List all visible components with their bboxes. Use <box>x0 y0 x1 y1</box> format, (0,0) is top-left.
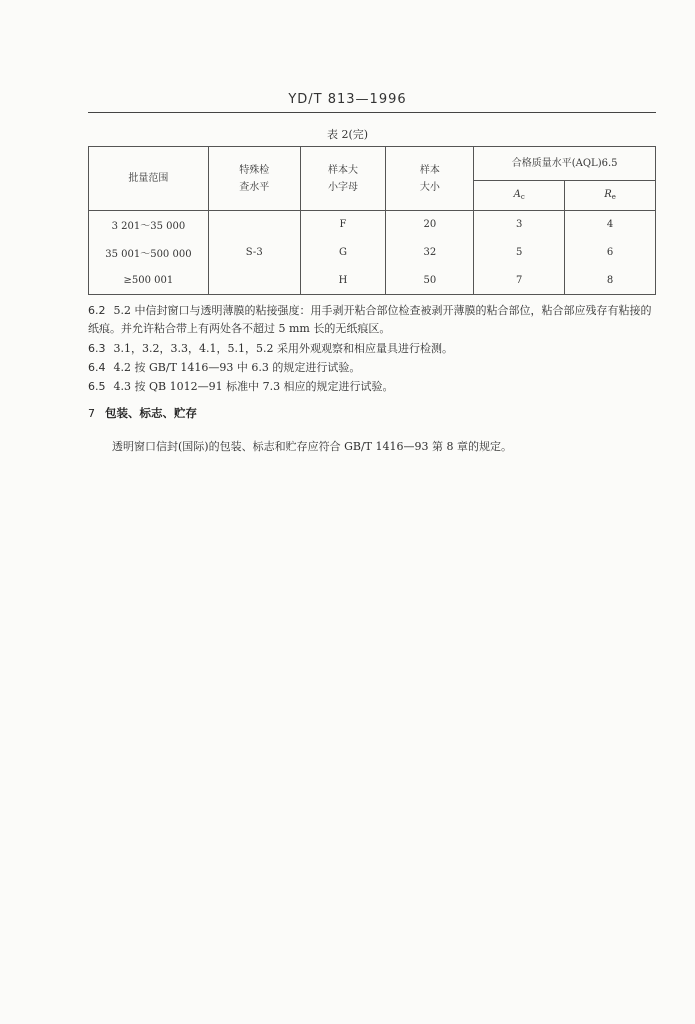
table-caption: 表 2(完) <box>326 128 369 141</box>
cell-size: 32 <box>386 239 474 267</box>
header-batch-range: 批量范围 <box>89 147 209 211</box>
clause-text: 5.2 中信封窗口与透明薄膜的粘接强度：用手剥开粘合部位检查被剥开薄膜的粘合部位，粘合部应残存有粘接的纸痕。并允许粘合带上有两处各不超过 5 mm 长的无纸痕区。 <box>88 304 652 335</box>
cell-ac: 7 <box>474 267 565 295</box>
cell-letter: G <box>300 239 386 267</box>
header-inspection-level <box>208 147 300 211</box>
table-row <box>89 267 656 295</box>
clause-text: 4.2 按 GB/T 1416—93 中 6.3 的规定进行试验。 <box>113 361 361 374</box>
header-ac-base: A <box>513 188 521 200</box>
header-re-sub: e <box>611 192 616 201</box>
section-title-text: 包装、标志、贮存 <box>105 406 197 420</box>
header-sample-size-line1: 样本 <box>419 164 440 176</box>
paragraph-6-5 <box>88 378 658 396</box>
paragraph-6-3 <box>88 340 658 358</box>
header-inspection-level-line1: 特殊检 <box>239 164 270 176</box>
header-ac-sub: c <box>520 192 525 201</box>
cell-re: 6 <box>565 239 656 267</box>
section-7-title <box>88 405 197 421</box>
clause-text: 4.3 按 QB 1012—91 标准中 7.3 相应的规定进行试验。 <box>113 380 394 393</box>
clause-number: 6.5 <box>88 380 106 393</box>
cell-level: S-3 <box>208 211 300 295</box>
document-header: YD/T 813—1996 <box>288 92 407 107</box>
header-re <box>565 181 656 211</box>
header-sample-letter-line2: 小字母 <box>328 181 359 193</box>
header-sample-size <box>386 147 474 211</box>
cell-letter: F <box>300 211 386 239</box>
cell-letter: H <box>300 267 386 295</box>
header-sample-letter <box>300 147 386 211</box>
paragraph-6-2 <box>88 302 658 338</box>
cell-size: 20 <box>386 211 474 239</box>
paragraph-6-4 <box>88 359 658 377</box>
cell-ac: 5 <box>474 239 565 267</box>
table-row <box>89 211 656 239</box>
cell-range: 3 201～35 000 <box>89 211 209 239</box>
clause-number: 6.3 <box>88 342 106 355</box>
header-sample-letter-line1: 样本大 <box>328 164 359 176</box>
clause-number: 6.4 <box>88 361 106 374</box>
header-rule <box>88 112 656 113</box>
header-re-base: R <box>604 188 612 200</box>
header-sample-size-line2: 大小 <box>419 181 440 193</box>
clause-text: 3.1，3.2，3.3，4.1，5.1，5.2 采用外观观察和相应量具进行检测。 <box>113 342 453 355</box>
cell-range: 35 001～500 000 <box>89 239 209 267</box>
cell-ac: 3 <box>474 211 565 239</box>
cell-size: 50 <box>386 267 474 295</box>
header-inspection-level-line2: 查水平 <box>239 181 270 193</box>
cell-re: 4 <box>565 211 656 239</box>
clause-number: 6.2 <box>88 304 106 317</box>
section-number: 7 <box>88 407 95 420</box>
cell-range: ≥500 001 <box>89 267 209 295</box>
table-row <box>89 239 656 267</box>
header-aql: 合格质量水平(AQL)6.5 <box>474 147 656 181</box>
section-7-body: 透明窗口信封(国际)的包装、标志和贮存应符合 GB/T 1416—93 第 8 章的规定。 <box>112 440 512 453</box>
header-ac <box>474 181 565 211</box>
sampling-table <box>88 146 656 295</box>
cell-re: 8 <box>565 267 656 295</box>
